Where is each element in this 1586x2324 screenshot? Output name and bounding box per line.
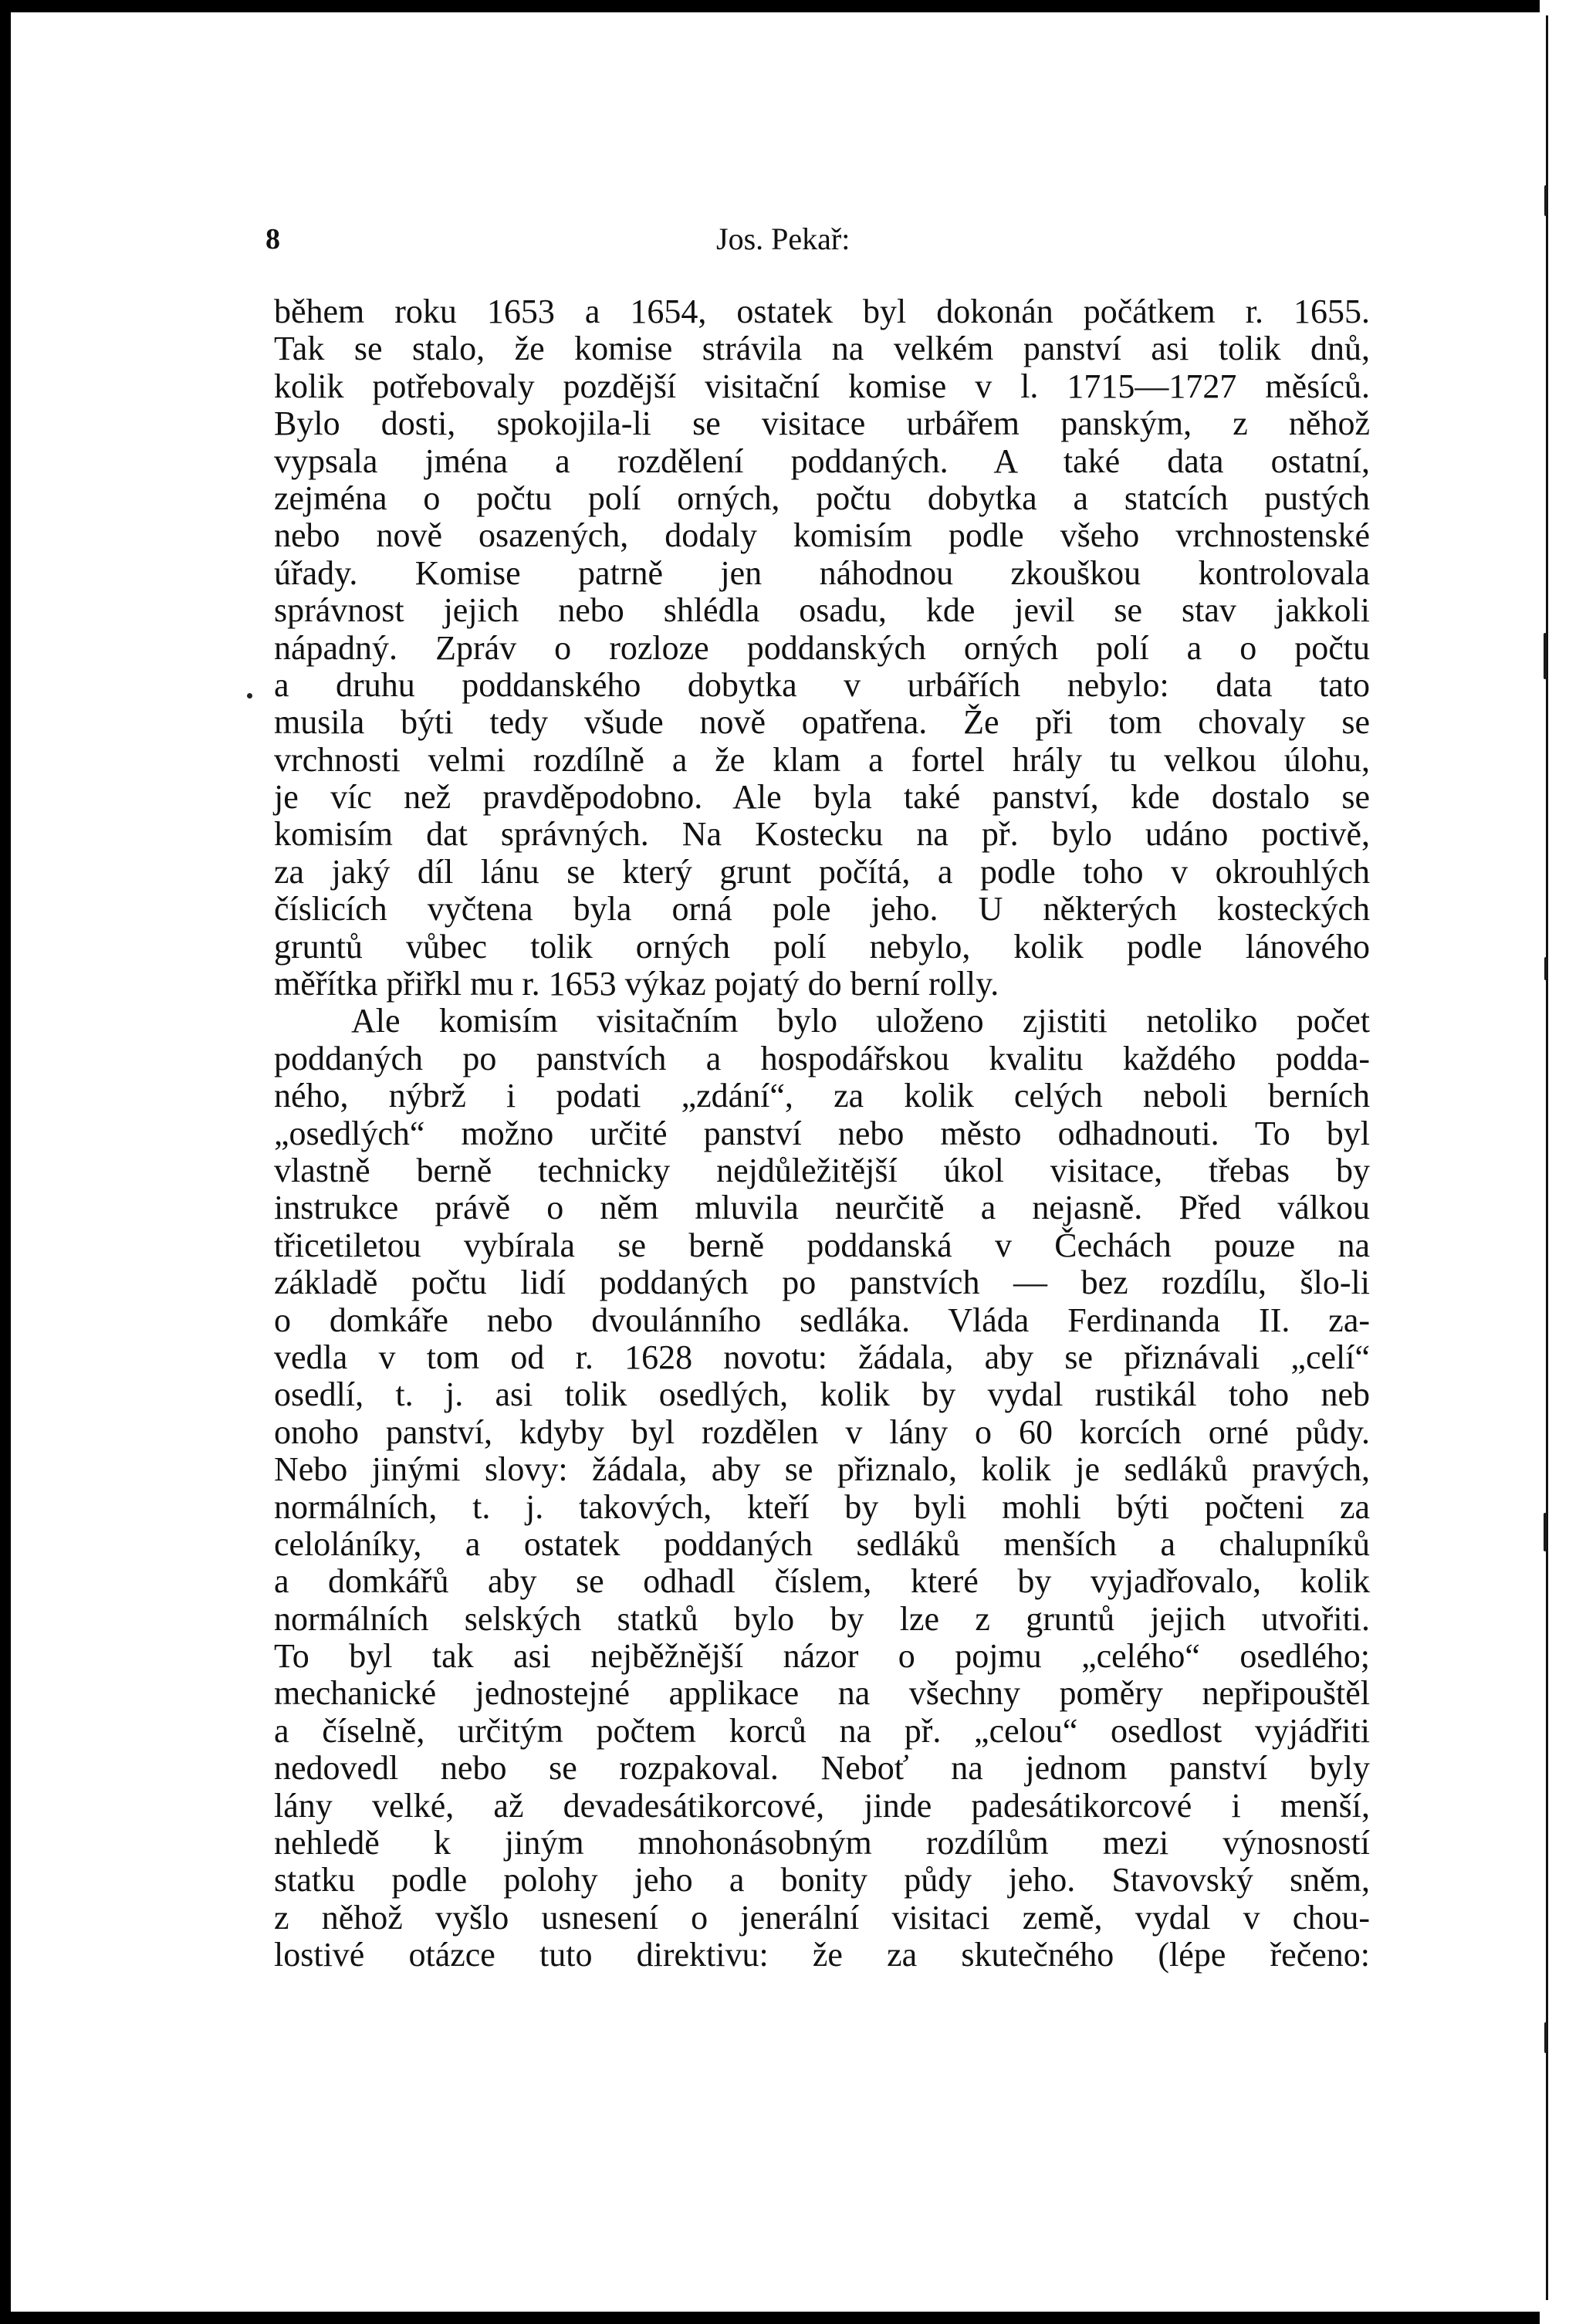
- text-line: třicetiletou vybírala se berně poddanská v Čechách pouze na: [274, 1226, 1370, 1264]
- text-line: statku podle polohy jeho a bonity půdy jeho. Stavovský sněm,: [274, 1861, 1370, 1899]
- text-line: základě počtu lidí poddaných po panstvích — bez rozdílu, šlo-li: [274, 1263, 1370, 1302]
- text-line: číslicích vyčtena byla orná pole jeho. U některých kosteckých: [274, 890, 1370, 929]
- text-line: lostivé otázce tuto direktivu: že za skutečného (lépe řečeno:: [274, 1936, 1370, 1974]
- text-line: nehledě k jiným mnohonásobným rozdílům mezi výnosností: [274, 1824, 1370, 1862]
- running-head: Jos. Pekař:: [716, 222, 850, 256]
- text-line: vrchnosti velmi rozdílně a že klam a fortel hrály tu velkou úlohu,: [274, 740, 1370, 779]
- text-line: a číselně, určitým počtem korců na př. „celou“ osedlost vyjádřiti: [274, 1711, 1370, 1750]
- text-line: během roku 1653 a 1654, ostatek byl dokonán počátkem r. 1655.: [274, 293, 1370, 330]
- text-line: normálních, t. j. takových, kteří by byli mohli býti počteni za: [274, 1487, 1370, 1526]
- text-line: lány velké, až devadesátikorcové, jinde padesátikorcové i menší,: [274, 1786, 1370, 1825]
- text-line: instrukce právě o něm mluvila neurčitě a nejasně. Před válkou: [274, 1189, 1370, 1227]
- text-line: celoláníky, a ostatek poddaných sedláků menších a chalupníků: [274, 1524, 1370, 1563]
- text-line: mechanické jednostejné applikace na všechny poměry nepřipouštěl: [274, 1674, 1370, 1713]
- text-line: nebo nově osazených, dodaly komisím podle všeho vrchnostenské: [274, 516, 1370, 555]
- text-line: To byl tak asi nejběžnější názor o pojmu „celého“ osedlého;: [274, 1637, 1370, 1676]
- text-line: normálních selských statků bylo by lze z gruntů jejich utvořiti.: [274, 1599, 1370, 1638]
- text-line: vlastně berně technicky nejdůležitější úkol visitace, třebas by: [274, 1151, 1370, 1189]
- body-text: [274, 293, 1370, 1974]
- text-line: z něhož vyšlo usnesení o jenerální visitaci země, vydal v chou-: [274, 1898, 1370, 1937]
- text-line: správnost jejich nebo shlédla osadu, kde jevil se stav jakkoli: [274, 591, 1370, 630]
- binding-speck: [1544, 2022, 1547, 2053]
- text-line: zejména o počtu polí orných, počtu dobytka a statcích pustých: [274, 479, 1370, 517]
- text-line: „osedlých“ možno určité panství nebo město odhadnouti. To byl: [274, 1114, 1370, 1152]
- text-line: osedlí, t. j. asi tolik osedlých, kolik by vydal rustikál toho neb: [274, 1375, 1370, 1414]
- text-line: nedovedl nebo se rozpakoval. Neboť na jednom panství byly: [274, 1749, 1370, 1788]
- text-line: úřady. Komise patrně jen náhodnou zkouškou kontrolovala: [274, 553, 1370, 592]
- text-line: vedla v tom od r. 1628 novotu: žádala, aby se přiznávali „celí“: [274, 1338, 1370, 1376]
- page-number: 8: [265, 223, 280, 255]
- text-line: vypsala jména a rozdělení poddaných. A také data ostatní,: [274, 441, 1370, 480]
- text-line: onoho panství, kdyby byl rozdělen v lány o 60 korcích orné půdy.: [274, 1412, 1370, 1451]
- binding-edge: [1546, 15, 1548, 2300]
- text-line: je víc než pravděpodobno. Ale byla také panství, kde dostalo se: [274, 778, 1370, 817]
- margin-mark: [247, 693, 252, 699]
- text-line: a domkářů aby se odhadl číslem, které by vyjadřovalo, kolik: [274, 1562, 1370, 1601]
- text-line: měřítka přiřkl mu r. 1653 výkaz pojatý do berní rolly.: [274, 965, 999, 1003]
- text-line: o domkáře nebo dvoulánního sedláka. Vláda Ferdinanda II. za-: [274, 1301, 1370, 1339]
- text-line: Bylo dosti, spokojila-li se visitace urbářem panským, z něhož: [274, 404, 1370, 443]
- text-line: ného, nýbrž i podati „zdání“, za kolik celých neboli berních: [274, 1077, 1370, 1115]
- binding-speck: [1544, 633, 1547, 679]
- text-line: poddaných po panstvích a hospodářskou kvalitu každého podda-: [274, 1039, 1370, 1077]
- text-line: a druhu poddanského dobytka v urbářích nebylo: data tato: [274, 665, 1370, 704]
- text-line: Ale komisím visitačním bylo uloženo zjistiti netoliko počet: [351, 1002, 1370, 1040]
- text-line: musila býti tedy všude nově opatřena. Že při tom chovaly se: [274, 703, 1370, 742]
- binding-speck: [1544, 185, 1547, 216]
- text-line: za jaký díl lánu se který grunt počítá, a podle toho v okrouhlých: [274, 852, 1370, 891]
- binding-speck: [1544, 1513, 1547, 1551]
- binding-speck: [1544, 957, 1547, 980]
- text-line: nápadný. Zpráv o rozloze poddanských orných polí a o počtu: [274, 628, 1370, 667]
- text-line: Tak se stalo, že komise strávila na velkém panství asi tolik dnů,: [274, 330, 1370, 368]
- text-line: gruntů vůbec tolik orných polí nebylo, kolik podle lánového: [274, 927, 1370, 966]
- text-line: komisím dat správných. Na Kostecku na př. bylo udáno poctivě,: [274, 815, 1370, 854]
- text-line: Nebo jinými slovy: žádala, aby se přiznalo, kolik je sedláků pravých,: [274, 1450, 1370, 1489]
- text-line: kolik potřebovaly pozdější visitační komise v l. 1715—1727 měsíců.: [274, 367, 1370, 405]
